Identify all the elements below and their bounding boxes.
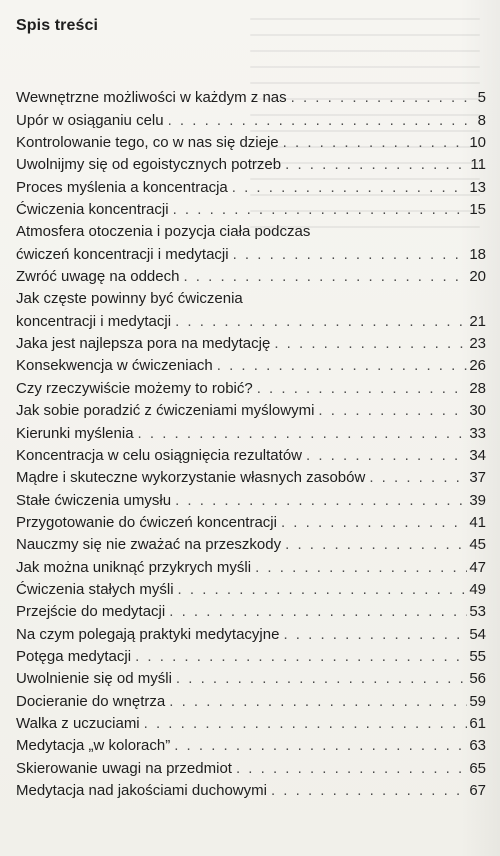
toc-entry-title: Jak częste powinny być ćwiczenia [16,290,243,308]
dot-leader [274,335,467,353]
dot-leader [168,112,470,130]
toc-entry-line [16,443,486,465]
dot-leader [169,693,467,711]
toc-entry [16,264,486,286]
dot-leader [285,156,468,174]
toc-entry-title: Skierowanie uwagi na przedmiot [16,759,232,777]
toc-entry-title: Ćwiczenia stałych myśli [16,580,174,598]
toc-entry-line [16,130,486,152]
toc-entry [16,85,486,107]
dot-leader [183,268,467,286]
dot-leader [135,648,467,666]
dot-leader [233,246,468,264]
toc-entry-page-number: 15 [469,201,486,219]
dot-leader [144,715,468,733]
toc-entry [16,487,486,509]
toc-entry-page-number: 21 [469,312,486,330]
toc-entry [16,174,486,196]
toc-entry-line [16,487,486,509]
toc-entry-page-number: 20 [469,268,486,286]
toc-entry-page-number: 45 [469,536,486,554]
toc-entry-line [16,711,486,733]
toc-entry-title: Proces myślenia a koncentracja [16,178,228,196]
toc-entry [16,286,486,331]
toc-entry-line [16,688,486,710]
toc-entry [16,219,486,264]
toc-entry [16,130,486,152]
toc-entry [16,331,486,353]
toc-entry-page-number: 37 [469,469,486,487]
toc-entry-line [16,554,486,576]
toc-entry-title: Kontrolowanie tego, co w nas się dzieje [16,134,279,152]
toc-entry-page-number: 11 [470,156,486,174]
toc-entry-line [16,331,486,353]
dot-leader [283,134,468,152]
toc-entry [16,465,486,487]
toc-entry-page-number: 5 [477,89,486,107]
toc-entry-line [16,152,486,174]
toc-entry [16,688,486,710]
toc-entry [16,532,486,554]
toc-entry-title: Medytacja nad jakościami duchowymi [16,782,267,799]
toc-entry [16,152,486,174]
toc-entry [16,197,486,219]
toc-entry-title: Konsekwencja w ćwiczeniach [16,357,213,375]
toc-entry-line [16,621,486,643]
toc-entry-title: Jaka jest najlepsza pora na medytację [16,335,271,353]
toc-entry-line [16,510,486,532]
toc-entry-title: Przejście do medytacji [16,603,166,621]
dot-leader [232,179,468,197]
toc-entry-line [16,286,486,308]
toc-entry-line [16,666,486,688]
toc-entry-line [16,174,486,196]
toc-entry-line [16,755,486,777]
dot-leader [291,89,470,107]
toc-entry-line [16,599,486,621]
toc-entry-line [16,577,486,599]
toc-entry-title: Medytacja „w kolorach” [16,737,171,755]
toc-entry-title: Docieranie do wnętrza [16,692,166,710]
dot-leader [174,737,467,755]
toc-entry-page-number: 26 [469,357,486,375]
toc-entry [16,353,486,375]
dot-leader [318,402,467,420]
toc-entry-line [16,219,486,241]
dot-leader [217,357,468,375]
dot-leader [178,581,468,599]
dot-leader [257,380,468,398]
toc-entry-line [16,733,486,755]
toc-entry-line [16,532,486,554]
toc-entry-page-number: 67 [469,782,486,799]
toc-entry-line [16,308,486,330]
toc-entry [16,666,486,688]
toc-entry-page-number: 49 [469,580,486,598]
toc-entry-line [16,644,486,666]
toc-entry-page-number: 8 [477,111,486,129]
toc-entry [16,755,486,777]
dot-leader [281,514,467,532]
toc-entry-page-number: 65 [469,759,486,777]
toc-entry-line [16,420,486,442]
toc-entry-page-number: 28 [469,379,486,397]
toc-entry-line [16,241,486,263]
toc-entry-title: Zwróć uwagę na oddech [16,268,180,286]
dot-leader [169,603,467,621]
table-of-contents [16,85,486,800]
toc-entry-title: Koncentracja w celu osiągnięcia rezultatów [16,446,302,464]
toc-entry-title: Uwolnienie się od myśli [16,670,172,688]
toc-entry-page-number: 41 [469,513,486,531]
toc-entry [16,621,486,643]
toc-entry-title: Stałe ćwiczenia umysłu [16,491,172,509]
toc-entry-line [16,197,486,219]
dot-leader [255,559,467,577]
page-title: Spis treści [16,17,99,34]
toc-entry-title: Ćwiczenia koncentracji [16,201,169,219]
toc-entry-title: Jak sobie poradzić z ćwiczeniami myślowymi [16,402,315,420]
dot-leader [236,760,467,778]
toc-entry-page-number: 34 [469,446,486,464]
toc-entry-title: Nauczmy się nie zważać na przeszkody [16,536,282,554]
toc-entry-page-number: 39 [469,491,486,509]
toc-entry [16,644,486,666]
toc-entry [16,711,486,733]
toc-entry-title: Walka z uczuciami [16,714,140,732]
toc-entry-title: Jak można uniknąć przykrych myśli [16,558,252,576]
toc-entry-page-number: 61 [469,714,486,732]
toc-entry [16,599,486,621]
toc-entry-page-number: 33 [469,424,486,442]
dot-leader [306,447,467,465]
toc-entry-title: Atmosfera otoczenia i pozycja ciała podczas [16,223,311,241]
toc-entry [16,443,486,465]
dot-leader [175,492,467,510]
toc-entry-line [16,465,486,487]
toc-entry-page-number: 30 [469,402,486,420]
dot-leader [175,313,467,331]
dot-leader [176,670,467,688]
toc-entry [16,420,486,442]
toc-entry-page-number: 55 [469,647,486,665]
toc-entry-line [16,778,486,800]
dot-leader [138,425,468,443]
toc-entry-title: Przygotowanie do ćwiczeń koncentracji [16,513,277,531]
toc-entry [16,510,486,532]
toc-entry-line [16,375,486,397]
toc-entry-line [16,85,486,107]
toc-entry-page-number: 18 [469,245,486,263]
toc-entry-line [16,353,486,375]
toc-entry-title: Upór w osiąganiu celu [16,111,164,129]
toc-entry-page-number: 23 [469,335,486,353]
toc-entry-title: Uwolnijmy się od egoistycznych potrzeb [16,156,282,174]
toc-entry [16,554,486,576]
dot-leader [173,201,468,219]
toc-entry-page-number: 47 [469,558,486,576]
toc-entry-page-number: 10 [469,134,486,152]
toc-entry [16,778,486,800]
toc-entry-title: Na czym polegają praktyki medytacyjne [16,625,280,643]
toc-entry-page-number: 54 [469,625,486,643]
dot-leader [285,536,467,554]
toc-entry-page-number: 56 [469,670,486,688]
toc-entry-page-number: 53 [469,603,486,621]
toc-entry [16,733,486,755]
toc-entry-page-number: 59 [469,692,486,710]
toc-entry-line [16,264,486,286]
toc-entry [16,398,486,420]
toc-entry [16,577,486,599]
toc-entry-title: Wewnętrzne możliwości w każdym z nas [16,89,287,107]
toc-entry-page-number: 13 [469,178,486,196]
toc-entry-title: Mądre i skuteczne wykorzystanie własnych zasobów [16,469,366,487]
toc-entry-title: ćwiczeń koncentracji i medytacji [16,245,229,263]
toc-entry-title: Czy rzeczywiście możemy to robić? [16,379,253,397]
toc-entry-line [16,107,486,129]
toc-entry-title: koncentracji i medytacji [16,312,172,330]
toc-entry-title: Kierunki myślenia [16,424,134,442]
toc-entry [16,375,486,397]
toc-entry-title: Potęga medytacji [16,647,132,665]
toc-entry-page-number: 63 [469,737,486,755]
dot-leader [283,626,467,644]
dot-leader [369,469,467,487]
toc-entry [16,107,486,129]
dot-leader [271,782,467,800]
toc-entry-line [16,398,486,420]
